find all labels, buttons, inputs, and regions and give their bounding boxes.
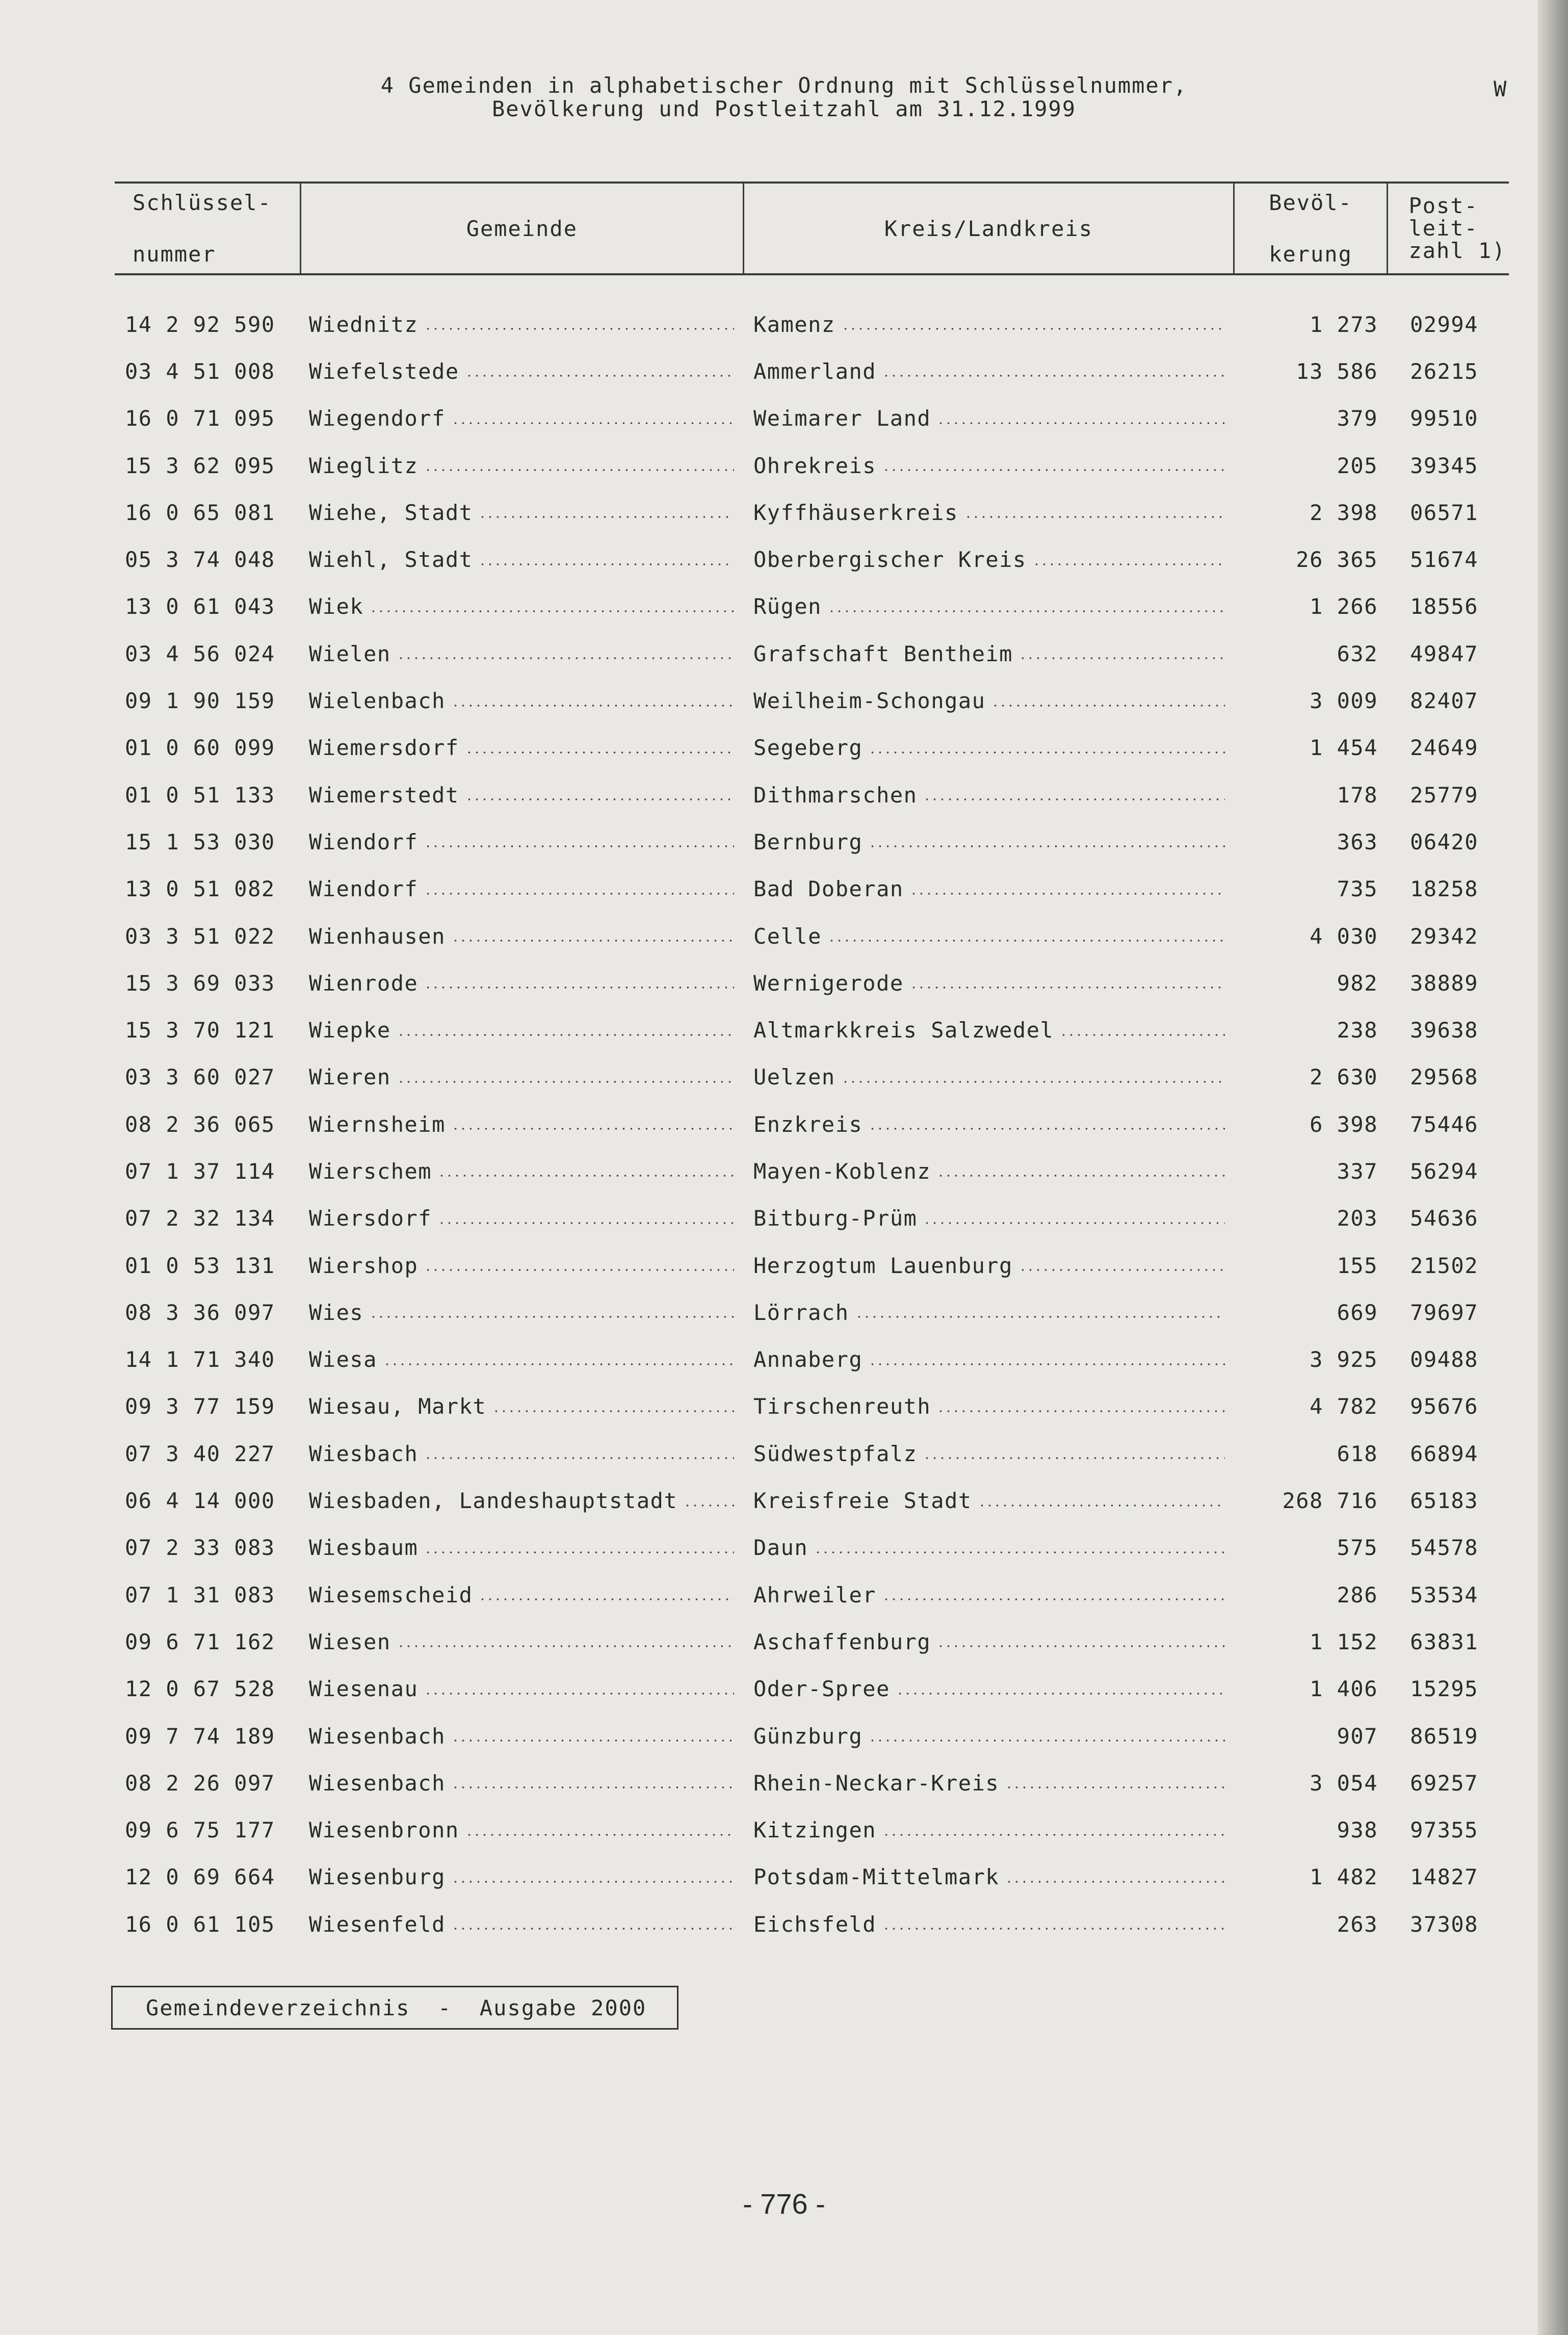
row-gemeinde: Wiednitz xyxy=(309,312,419,337)
row-postcode: 97355 xyxy=(1410,1818,1478,1843)
row-key: 03 4 51 008 xyxy=(125,358,275,384)
dot-leader xyxy=(869,845,1225,847)
dot-leader xyxy=(397,1034,734,1036)
row-population: 632 xyxy=(1337,641,1378,666)
row-key: 07 2 32 134 xyxy=(125,1206,275,1231)
row-key: 01 0 51 133 xyxy=(125,782,275,808)
row-postcode: 24649 xyxy=(1410,735,1478,761)
dot-leader xyxy=(991,705,1225,707)
row-population: 1 266 xyxy=(1310,594,1378,619)
row-gemeinde: Wiehl, Stadt xyxy=(309,547,473,573)
dot-leader xyxy=(452,1128,734,1130)
row-kreis: Celle xyxy=(753,923,822,949)
row-key: 16 0 71 095 xyxy=(125,406,275,431)
row-gemeinde: Wiemerstedt xyxy=(309,782,459,808)
row-key: 06 4 14 000 xyxy=(125,1488,275,1514)
row-kreis: Oder-Spree xyxy=(753,1676,890,1702)
dot-leader xyxy=(882,1834,1225,1836)
row-gemeinde: Wiepke xyxy=(309,1018,391,1043)
row-key: 09 7 74 189 xyxy=(125,1723,275,1749)
table-row xyxy=(115,1571,1509,1618)
row-kreis: Kitzingen xyxy=(753,1818,877,1843)
row-population: 575 xyxy=(1337,1535,1378,1561)
row-gemeinde: Wielen xyxy=(309,641,391,666)
dot-leader xyxy=(1019,1269,1225,1271)
row-key: 13 0 51 082 xyxy=(125,876,275,902)
dot-leader xyxy=(828,940,1225,942)
row-population: 982 xyxy=(1337,970,1378,996)
dot-leader xyxy=(937,1175,1225,1177)
row-key: 03 3 60 027 xyxy=(125,1065,275,1090)
row-population: 3 009 xyxy=(1310,688,1378,714)
row-kreis: Bitburg-Prüm xyxy=(753,1206,918,1231)
row-kreis: Kreisfreie Stadt xyxy=(753,1488,972,1514)
row-postcode: 79697 xyxy=(1410,1300,1478,1325)
row-kreis: Bernburg xyxy=(753,829,863,854)
row-postcode: 86519 xyxy=(1410,1723,1478,1749)
row-postcode: 53534 xyxy=(1410,1582,1478,1607)
dot-leader xyxy=(869,1128,1225,1130)
row-kreis: Kyffhäuserkreis xyxy=(753,500,958,525)
row-postcode: 06571 xyxy=(1410,500,1478,525)
row-key: 14 1 71 340 xyxy=(125,1347,275,1372)
row-postcode: 29342 xyxy=(1410,923,1478,949)
row-key: 03 4 56 024 xyxy=(125,641,275,666)
table-row xyxy=(115,677,1509,724)
row-gemeinde: Wiesenbach xyxy=(309,1770,446,1796)
row-population: 379 xyxy=(1337,406,1378,431)
row-postcode: 37308 xyxy=(1410,1911,1478,1937)
row-postcode: 49847 xyxy=(1410,641,1478,666)
dot-leader xyxy=(869,1363,1225,1365)
row-kreis: Dithmarschen xyxy=(753,782,918,808)
row-gemeinde: Wiemersdorf xyxy=(309,735,459,761)
dot-leader xyxy=(452,705,734,707)
table-row xyxy=(115,724,1509,771)
dot-leader xyxy=(882,1598,1225,1600)
table-row xyxy=(115,1289,1509,1336)
row-kreis: Günzburg xyxy=(753,1723,863,1749)
dot-leader xyxy=(397,1081,734,1083)
row-gemeinde: Wiehe, Stadt xyxy=(309,500,473,525)
dot-leader xyxy=(937,1410,1225,1412)
table-row xyxy=(115,1195,1509,1242)
column-header-key: Schlüssel- nummer xyxy=(115,183,300,274)
dot-leader xyxy=(479,563,734,565)
municipality-table xyxy=(115,301,1509,1948)
column-header-postcode: Post- leit- zahl 1) xyxy=(1388,183,1509,274)
dot-leader xyxy=(842,328,1225,330)
table-row xyxy=(115,1148,1509,1195)
row-population: 669 xyxy=(1337,1300,1378,1325)
row-gemeinde: Wiefelstede xyxy=(309,358,459,384)
row-kreis: Herzogtum Lauenburg xyxy=(753,1253,1013,1278)
row-population: 1 406 xyxy=(1310,1676,1378,1702)
row-population: 1 454 xyxy=(1310,735,1378,761)
row-population: 26 365 xyxy=(1296,547,1378,573)
row-kreis: Annaberg xyxy=(753,1347,863,1372)
table-row xyxy=(115,1477,1509,1524)
dot-leader xyxy=(978,1504,1225,1507)
row-gemeinde: Wiesau, Markt xyxy=(309,1394,487,1419)
row-kreis: Ahrweiler xyxy=(753,1582,877,1607)
table-row xyxy=(115,771,1509,818)
row-population: 1 482 xyxy=(1310,1864,1378,1890)
dot-leader xyxy=(452,1928,734,1930)
row-postcode: 82407 xyxy=(1410,688,1478,714)
row-gemeinde: Wiesenau xyxy=(309,1676,419,1702)
row-kreis: Rügen xyxy=(753,594,822,619)
dot-leader xyxy=(964,516,1225,518)
table-row xyxy=(115,1666,1509,1713)
dot-leader xyxy=(438,1222,734,1224)
row-kreis: Wernigerode xyxy=(753,970,904,996)
row-population: 363 xyxy=(1337,829,1378,854)
row-kreis: Oberbergischer Kreis xyxy=(753,547,1027,573)
dot-leader xyxy=(855,1316,1225,1318)
row-gemeinde: Wienhausen xyxy=(309,923,446,949)
row-population: 907 xyxy=(1337,1723,1378,1749)
table-row xyxy=(115,1524,1509,1571)
row-postcode: 21502 xyxy=(1410,1253,1478,1278)
row-kreis: Uelzen xyxy=(753,1065,835,1090)
table-row xyxy=(115,1854,1509,1901)
row-population: 13 586 xyxy=(1296,358,1378,384)
row-gemeinde: Wiesbaden, Landeshauptstadt xyxy=(309,1488,678,1514)
page-binding-edge xyxy=(1537,0,1568,2335)
row-gemeinde: Wiersdorf xyxy=(309,1206,432,1231)
dot-leader xyxy=(882,1928,1225,1930)
row-gemeinde: Wiesbach xyxy=(309,1441,419,1466)
dot-leader xyxy=(465,751,734,754)
row-population: 268 716 xyxy=(1282,1488,1378,1514)
row-population: 735 xyxy=(1337,876,1378,902)
row-key: 07 1 37 114 xyxy=(125,1158,275,1184)
dot-leader xyxy=(424,1551,734,1553)
dot-leader xyxy=(383,1363,734,1365)
dot-leader xyxy=(923,798,1225,800)
page-title xyxy=(0,74,1568,121)
row-postcode: 14827 xyxy=(1410,1864,1478,1890)
row-kreis: Tirschenreuth xyxy=(753,1394,931,1419)
row-population: 2 630 xyxy=(1310,1065,1378,1090)
dot-leader xyxy=(465,375,734,377)
row-postcode: 54636 xyxy=(1410,1206,1478,1231)
row-kreis: Kamenz xyxy=(753,312,835,337)
row-kreis: Mayen-Koblenz xyxy=(753,1158,931,1184)
dot-leader xyxy=(424,328,734,330)
dot-leader xyxy=(828,610,1225,612)
dot-leader xyxy=(438,1175,734,1177)
row-key: 15 1 53 030 xyxy=(125,829,275,854)
dot-leader xyxy=(684,1504,734,1507)
row-population: 938 xyxy=(1337,1818,1378,1843)
row-key: 09 1 90 159 xyxy=(125,688,275,714)
dot-leader xyxy=(397,1645,734,1647)
row-gemeinde: Wiek xyxy=(309,594,364,619)
row-population: 238 xyxy=(1337,1018,1378,1043)
row-postcode: 39345 xyxy=(1410,453,1478,478)
dot-leader xyxy=(869,751,1225,754)
row-postcode: 38889 xyxy=(1410,970,1478,996)
row-key: 05 3 74 048 xyxy=(125,547,275,573)
row-gemeinde: Wiershop xyxy=(309,1253,419,1278)
dot-leader xyxy=(479,1598,734,1600)
edition-box: Gemeindeverzeichnis - Ausgabe 2000 xyxy=(111,1986,678,2030)
index-letter: W xyxy=(1494,76,1507,101)
table-row xyxy=(115,1713,1509,1759)
title-line-1: 4 Gemeinden in alphabetischer Ordnung mit Schlüsselnummer, xyxy=(380,73,1188,98)
table-row xyxy=(115,818,1509,865)
row-gemeinde: Wierschem xyxy=(309,1158,432,1184)
row-key: 12 0 69 664 xyxy=(125,1864,275,1890)
column-header-kreis: Kreis/Landkreis xyxy=(744,183,1234,274)
row-kreis: Weilheim-Schongau xyxy=(753,688,986,714)
row-gemeinde: Wiernsheim xyxy=(309,1111,446,1137)
row-population: 1 273 xyxy=(1310,312,1378,337)
row-gemeinde: Wienrode xyxy=(309,970,419,996)
dot-leader xyxy=(424,1269,734,1271)
table-row xyxy=(115,442,1509,489)
table-row xyxy=(115,1101,1509,1148)
row-key: 09 6 75 177 xyxy=(125,1818,275,1843)
row-population: 205 xyxy=(1337,453,1378,478)
table-row xyxy=(115,1383,1509,1430)
row-population: 337 xyxy=(1337,1158,1378,1184)
row-kreis: Aschaffenburg xyxy=(753,1629,931,1654)
row-kreis: Ohrekreis xyxy=(753,453,877,478)
dot-leader xyxy=(896,1693,1225,1695)
dot-leader xyxy=(424,1693,734,1695)
row-population: 286 xyxy=(1337,1582,1378,1607)
row-kreis: Enzkreis xyxy=(753,1111,863,1137)
dot-leader xyxy=(923,1222,1225,1224)
dot-leader xyxy=(814,1551,1225,1553)
row-key: 16 0 65 081 xyxy=(125,500,275,525)
dot-leader xyxy=(452,1740,734,1742)
row-key: 13 0 61 043 xyxy=(125,594,275,619)
row-key: 14 2 92 590 xyxy=(125,312,275,337)
row-postcode: 95676 xyxy=(1410,1394,1478,1419)
row-population: 203 xyxy=(1337,1206,1378,1231)
table-row xyxy=(115,1006,1509,1053)
row-gemeinde: Wiesenfeld xyxy=(309,1911,446,1937)
table-row xyxy=(115,1807,1509,1854)
row-key: 15 3 70 121 xyxy=(125,1018,275,1043)
row-gemeinde: Wieren xyxy=(309,1065,391,1090)
table-row xyxy=(115,348,1509,395)
row-postcode: 06420 xyxy=(1410,829,1478,854)
table-row xyxy=(115,1430,1509,1477)
table-row xyxy=(115,1901,1509,1948)
table-row xyxy=(115,1054,1509,1101)
table-row xyxy=(115,1759,1509,1806)
row-kreis: Potsdam-Mittelmark xyxy=(753,1864,1000,1890)
dot-leader xyxy=(937,1645,1225,1647)
row-key: 08 2 36 065 xyxy=(125,1111,275,1137)
dot-leader xyxy=(452,940,734,942)
dot-leader xyxy=(1033,563,1225,565)
dot-leader xyxy=(465,1834,734,1836)
row-postcode: 51674 xyxy=(1410,547,1478,573)
row-population: 618 xyxy=(1337,1441,1378,1466)
dot-leader xyxy=(424,469,734,471)
row-key: 07 1 31 083 xyxy=(125,1582,275,1607)
dot-leader xyxy=(452,1786,734,1788)
row-kreis: Altmarkkreis Salzwedel xyxy=(753,1018,1054,1043)
table-row xyxy=(115,1618,1509,1665)
row-gemeinde: Wiesbaum xyxy=(309,1535,419,1561)
row-key: 01 0 60 099 xyxy=(125,735,275,761)
row-gemeinde: Wiendorf xyxy=(309,829,419,854)
row-population: 3 925 xyxy=(1310,1347,1378,1372)
row-key: 08 2 26 097 xyxy=(125,1770,275,1796)
table-row xyxy=(115,1242,1509,1289)
row-gemeinde: Wieglitz xyxy=(309,453,419,478)
dot-leader xyxy=(1019,657,1225,659)
row-population: 178 xyxy=(1337,782,1378,808)
row-gemeinde: Wiesemscheid xyxy=(309,1582,473,1607)
row-kreis: Grafschaft Bentheim xyxy=(753,641,1013,666)
table-row xyxy=(115,630,1509,677)
dot-leader xyxy=(923,1457,1225,1459)
dot-leader xyxy=(370,610,734,612)
dot-leader xyxy=(1005,1881,1225,1883)
row-key: 15 3 69 033 xyxy=(125,970,275,996)
row-key: 07 3 40 227 xyxy=(125,1441,275,1466)
row-postcode: 09488 xyxy=(1410,1347,1478,1372)
column-header-gemeinde: Gemeinde xyxy=(300,183,744,274)
row-postcode: 18258 xyxy=(1410,876,1478,902)
row-kreis: Bad Doberan xyxy=(753,876,904,902)
row-population: 1 152 xyxy=(1310,1629,1378,1654)
table-row xyxy=(115,959,1509,1006)
dot-leader xyxy=(424,987,734,989)
row-key: 15 3 62 095 xyxy=(125,453,275,478)
row-postcode: 54578 xyxy=(1410,1535,1478,1561)
dot-leader xyxy=(842,1081,1225,1083)
row-postcode: 29568 xyxy=(1410,1065,1478,1090)
row-gemeinde: Wiendorf xyxy=(309,876,419,902)
row-population: 263 xyxy=(1337,1911,1378,1937)
row-postcode: 25779 xyxy=(1410,782,1478,808)
row-postcode: 26215 xyxy=(1410,358,1478,384)
dot-leader xyxy=(910,893,1225,895)
row-postcode: 66894 xyxy=(1410,1441,1478,1466)
table-row xyxy=(115,583,1509,630)
row-postcode: 99510 xyxy=(1410,406,1478,431)
table-row xyxy=(115,913,1509,959)
row-postcode: 75446 xyxy=(1410,1111,1478,1137)
row-gemeinde: Wiegendorf xyxy=(309,406,446,431)
row-gemeinde: Wiesenbronn xyxy=(309,1818,459,1843)
row-key: 08 3 36 097 xyxy=(125,1300,275,1325)
table-row xyxy=(115,866,1509,913)
row-gemeinde: Wielenbach xyxy=(309,688,446,714)
row-gemeinde: Wiesa xyxy=(309,1347,377,1372)
row-population: 2 398 xyxy=(1310,500,1378,525)
row-postcode: 39638 xyxy=(1410,1018,1478,1043)
row-postcode: 56294 xyxy=(1410,1158,1478,1184)
table-row xyxy=(115,489,1509,536)
dot-leader xyxy=(424,1457,734,1459)
row-kreis: Weimarer Land xyxy=(753,406,931,431)
dot-leader xyxy=(465,798,734,800)
table-row xyxy=(115,1336,1509,1383)
dot-leader xyxy=(869,1740,1225,1742)
row-kreis: Eichsfeld xyxy=(753,1911,877,1937)
dot-leader xyxy=(937,422,1225,424)
row-key: 07 2 33 083 xyxy=(125,1535,275,1561)
row-postcode: 02994 xyxy=(1410,312,1478,337)
row-population: 3 054 xyxy=(1310,1770,1378,1796)
dot-leader xyxy=(882,375,1225,377)
row-kreis: Lörrach xyxy=(753,1300,849,1325)
row-key: 09 3 77 159 xyxy=(125,1394,275,1419)
dot-leader xyxy=(492,1410,734,1412)
row-postcode: 65183 xyxy=(1410,1488,1478,1514)
table-header xyxy=(115,181,1509,275)
row-kreis: Segeberg xyxy=(753,735,863,761)
row-gemeinde: Wiesenburg xyxy=(309,1864,446,1890)
row-kreis: Südwestpfalz xyxy=(753,1441,918,1466)
dot-leader xyxy=(479,516,734,518)
row-population: 6 398 xyxy=(1310,1111,1378,1137)
dot-leader xyxy=(1060,1034,1225,1036)
row-postcode: 18556 xyxy=(1410,594,1478,619)
dot-leader xyxy=(882,469,1225,471)
row-key: 01 0 53 131 xyxy=(125,1253,275,1278)
row-postcode: 63831 xyxy=(1410,1629,1478,1654)
row-kreis: Rhein-Neckar-Kreis xyxy=(753,1770,1000,1796)
dot-leader xyxy=(452,422,734,424)
row-gemeinde: Wiesen xyxy=(309,1629,391,1654)
page-number: - 776 - xyxy=(743,2188,825,2220)
dot-leader xyxy=(370,1316,734,1318)
title-line-2: Bevölkerung und Postleitzahl am 31.12.1999 xyxy=(491,96,1077,121)
row-postcode: 15295 xyxy=(1410,1676,1478,1702)
row-key: 03 3 51 022 xyxy=(125,923,275,949)
table-row xyxy=(115,301,1509,348)
row-population: 4 782 xyxy=(1310,1394,1378,1419)
dot-leader xyxy=(1005,1786,1225,1788)
row-key: 16 0 61 105 xyxy=(125,1911,275,1937)
table-row xyxy=(115,536,1509,583)
row-population: 4 030 xyxy=(1310,923,1378,949)
row-postcode: 69257 xyxy=(1410,1770,1478,1796)
table-row xyxy=(115,395,1509,442)
row-key: 09 6 71 162 xyxy=(125,1629,275,1654)
dot-leader xyxy=(452,1881,734,1883)
dot-leader xyxy=(424,845,734,847)
row-gemeinde: Wies xyxy=(309,1300,364,1325)
dot-leader xyxy=(424,893,734,895)
column-header-population: Bevöl- kerung xyxy=(1234,183,1388,274)
row-kreis: Ammerland xyxy=(753,358,877,384)
dot-leader xyxy=(910,987,1225,989)
dot-leader xyxy=(397,657,734,659)
row-key: 12 0 67 528 xyxy=(125,1676,275,1702)
row-population: 155 xyxy=(1337,1253,1378,1278)
row-gemeinde: Wiesenbach xyxy=(309,1723,446,1749)
row-kreis: Daun xyxy=(753,1535,808,1561)
